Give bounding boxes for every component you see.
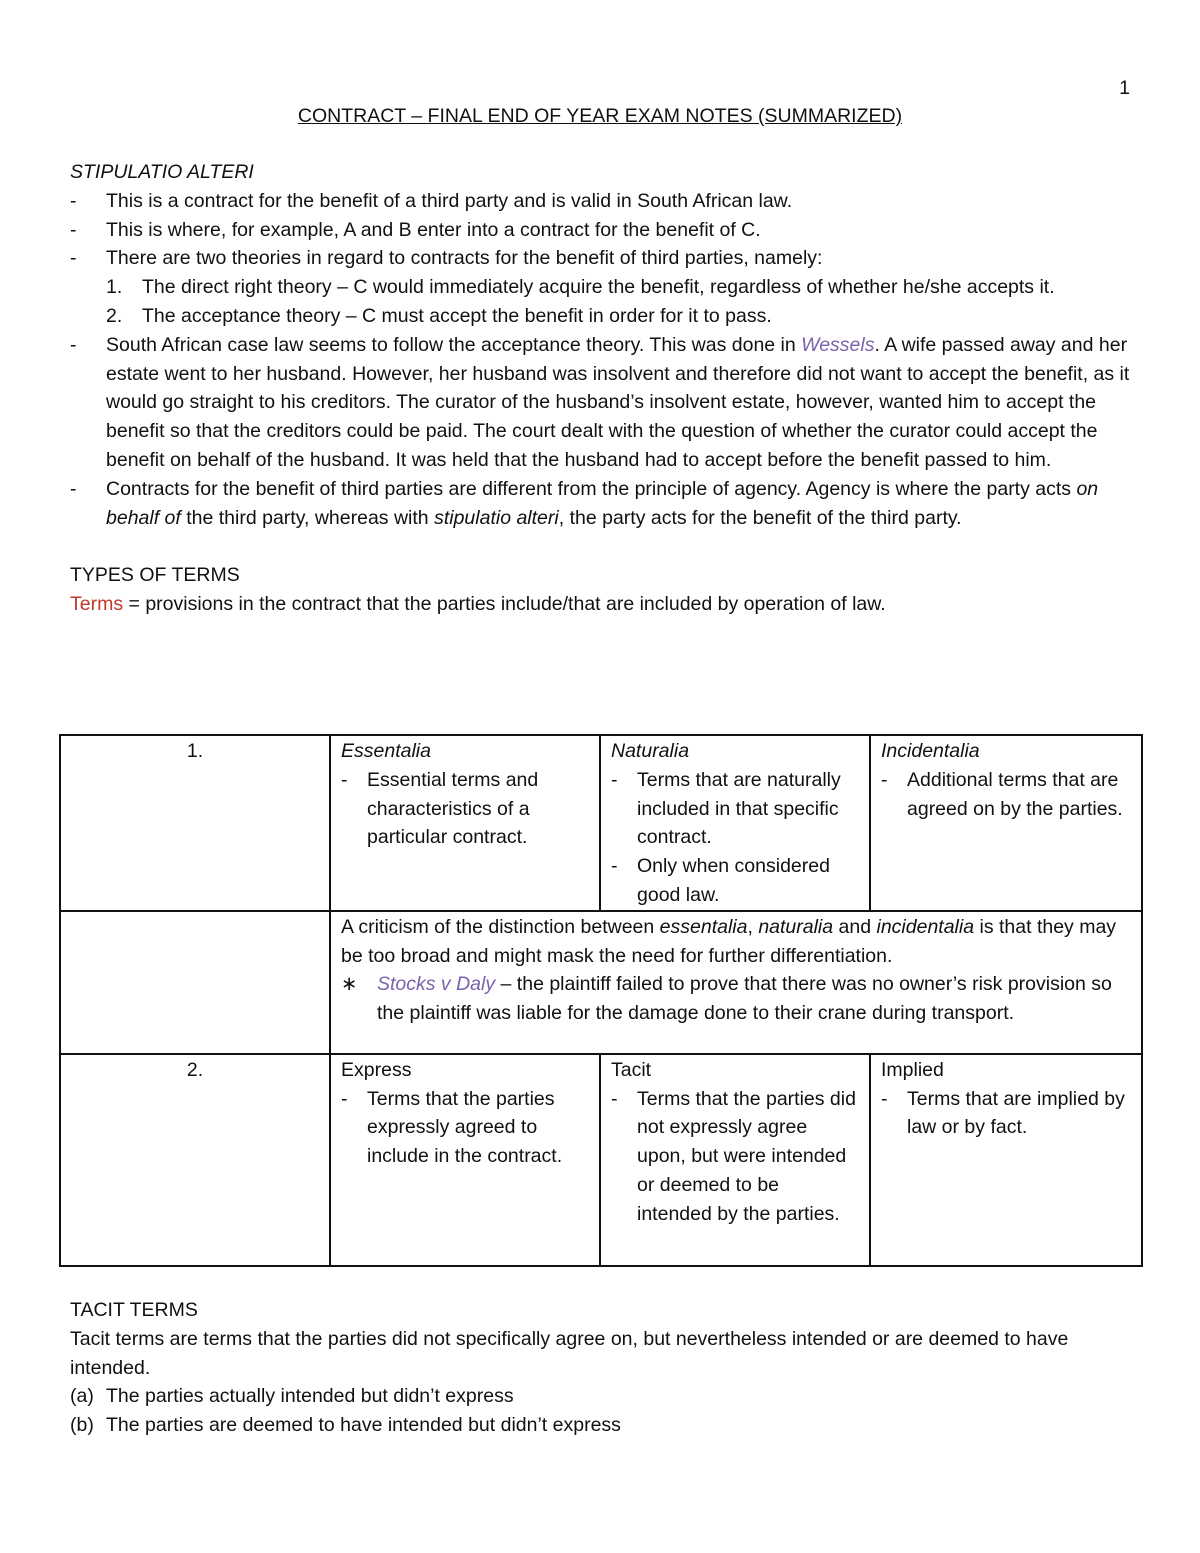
text-run: , the party acts for the benefit of the third party. [558, 506, 962, 529]
dash-marker: - [341, 1087, 348, 1110]
dash-marker: - [881, 768, 888, 791]
italic-run: on behalf of [106, 477, 1099, 529]
bullet-item [70, 216, 1140, 245]
cell-item [341, 766, 589, 852]
italic-run: naturalia [758, 915, 834, 938]
bullet-item [70, 475, 1140, 533]
tacit-cell [600, 1054, 870, 1266]
criticism-text [341, 913, 1131, 971]
cell-heading: Essentalia [341, 740, 431, 762]
text-run: is that they may be too broad and might mask the need for further differentiation. [341, 915, 1117, 967]
case-name-wessels: Wessels [801, 333, 875, 356]
cell-item-text: Terms that the parties expressly agreed to include in the contract. [367, 1087, 563, 1168]
incidentalia-cell [870, 735, 1142, 911]
letter-marker: (b) [70, 1414, 94, 1437]
row-number-cell: 1. [60, 735, 330, 911]
stipulatio-section [70, 158, 1140, 619]
document-title: CONTRACT – FINAL END OF YEAR EXAM NOTES (SUMMARIZED) [297, 105, 903, 127]
tacit-paragraph: Tacit terms are terms that the parties did not specifically agree on, but nevertheless intended or are deemed to have intended. [70, 1327, 1069, 1379]
cell-item [341, 1085, 589, 1171]
italic-run: essentalia [659, 915, 748, 938]
dash-marker: - [611, 768, 618, 791]
row-number-cell: 2. [60, 1054, 330, 1266]
dash-marker: - [881, 1087, 888, 1110]
number-marker: 1. [106, 276, 123, 299]
dash-marker: - [70, 247, 77, 270]
bullet-text [106, 478, 1098, 529]
definition-text: = provisions in the contract that the parties include/that are included by operation of law. [123, 592, 886, 615]
term-word: Terms [70, 592, 124, 615]
cell-item [611, 766, 859, 852]
numbered-text: The acceptance theory – C must accept the benefit in order for it to pass. [142, 304, 772, 327]
text-run: and [833, 915, 877, 938]
criticism-cell [330, 911, 1142, 1054]
numbered-item [70, 302, 1140, 331]
star-marker: ∗ [341, 973, 358, 996]
bullet-item [70, 187, 1140, 216]
cell-heading: Tacit [611, 1058, 652, 1081]
text-run: . A wife passed away and her estate went to her husband. However, her husband was insolvent and therefore did not want to accept the benefit, as it would go straight to his creditors. The curator of the husband’s insolvent estate, however, wanted him to accept the benefit so that the creditors could be paid. The court dealt with the question of whether the curator could accept the benefit on behalf of the husband. It was held that the husband had to accept before the benefit passed to him. [106, 333, 1130, 471]
naturalia-cell [600, 735, 870, 911]
cell-item [881, 1085, 1131, 1143]
dash-marker: - [70, 218, 77, 241]
bullet-text [106, 334, 1129, 471]
types-heading: TYPES OF TERMS [70, 564, 240, 587]
text-run: Contracts for the benefit of third parties are different from the principle of agency. Agency is where the party acts [106, 477, 1077, 500]
bullet-text: There are two theories in regard to contracts for the benefit of third parties, namely: [106, 247, 823, 270]
letter-marker: (a) [70, 1385, 94, 1408]
dash-marker: - [70, 189, 77, 212]
bullet-text: This is where, for example, A and B enter into a contract for the benefit of C. [106, 218, 761, 241]
bullet-item [70, 244, 1140, 273]
cell-heading: Express [341, 1058, 412, 1081]
essentalia-cell [330, 735, 600, 911]
text-run: A criticism of the distinction between [341, 915, 660, 938]
cell-item-text: Essential terms and characteristics of a particular contract. [367, 768, 539, 849]
table-row [60, 735, 1142, 911]
lettered-item [70, 1382, 1130, 1411]
bullet-item [70, 331, 1140, 475]
dash-marker: - [611, 1087, 618, 1110]
tacit-heading: TACIT TERMS [70, 1299, 198, 1321]
case-text: – the plaintiff failed to prove that there was no owner’s risk provision so the plaintiff was liable for the damage done to their crane during transport. [377, 973, 1112, 1025]
tacit-terms-section [70, 1296, 1130, 1440]
lettered-item [70, 1411, 1130, 1440]
section-heading: STIPULATIO ALTERI [70, 161, 254, 183]
cell-item [611, 1085, 859, 1229]
implied-cell [870, 1054, 1142, 1266]
cell-item-text: Terms that are implied by law or by fact. [907, 1087, 1125, 1139]
table-row [60, 1054, 1142, 1266]
dash-marker: - [70, 333, 77, 356]
page-number: 1 [1119, 77, 1130, 99]
italic-run: stipulatio alteri [434, 506, 559, 529]
terms-table [59, 734, 1143, 1267]
cell-heading: Implied [881, 1058, 944, 1081]
lettered-text: The parties actually intended but didn’t express [106, 1385, 514, 1408]
case-name-stocks: Stocks v Daly [377, 973, 496, 996]
cell-item-text: Only when considered good law. [637, 855, 830, 906]
text-run: South African case law seems to follow the acceptance theory. This was done in [106, 333, 802, 356]
cell-item [881, 766, 1131, 824]
bullet-text: This is a contract for the benefit of a third party and is valid in South African law. [106, 189, 793, 212]
dash-marker: - [70, 477, 77, 500]
empty-cell [60, 911, 330, 1054]
numbered-text: The direct right theory – C would immediately acquire the benefit, regardless of whether he/she accepts it. [142, 276, 1055, 299]
cell-heading: Incidentalia [881, 740, 980, 762]
cell-item [611, 852, 859, 910]
terms-definition [70, 590, 1140, 619]
text-run: , [747, 915, 759, 938]
cell-item-text: Terms that the parties did not expressly agree upon, but were intended or deemed to be intended by the parties. [637, 1087, 856, 1225]
express-cell [330, 1054, 600, 1266]
dash-marker: - [341, 768, 348, 791]
number-marker: 2. [106, 304, 123, 327]
dash-marker: - [611, 855, 618, 878]
cell-item-text: Additional terms that are agreed on by the parties. [907, 768, 1123, 820]
case-bullet [341, 970, 1131, 1028]
italic-run: incidentalia [876, 915, 975, 938]
text-run: the third party, whereas with [180, 506, 435, 529]
cell-heading: Naturalia [611, 740, 690, 762]
lettered-text: The parties are deemed to have intended but didn’t express [106, 1414, 621, 1437]
numbered-item [70, 273, 1140, 302]
cell-item-text: Terms that are naturally included in that specific contract. [637, 768, 841, 849]
table-row [60, 911, 1142, 1054]
